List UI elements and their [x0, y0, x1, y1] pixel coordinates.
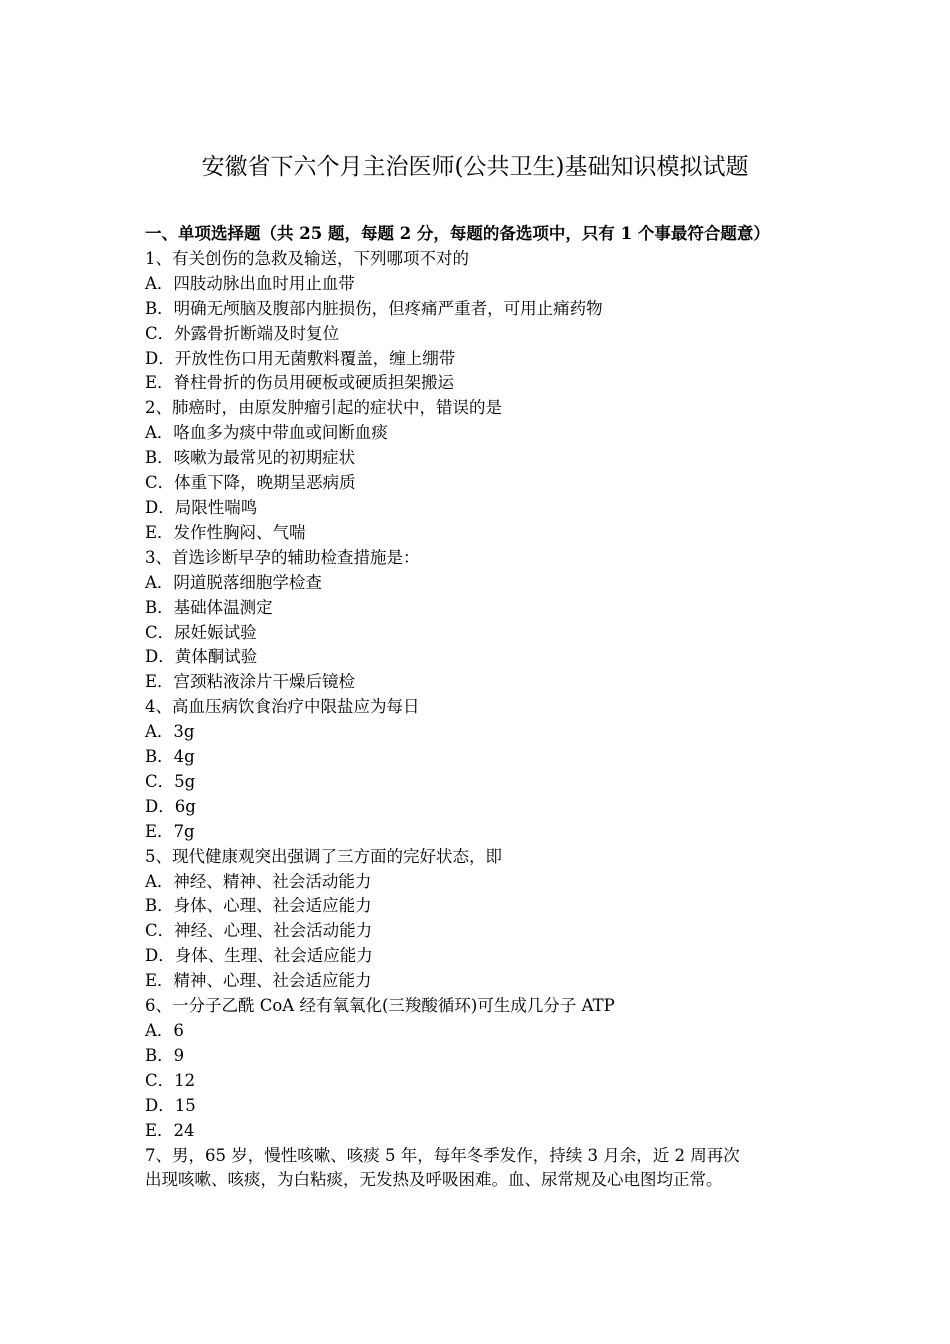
question-2: [145, 396, 820, 545]
option-c: C．尿妊娠试验: [145, 622, 257, 642]
option-d: D．局限性喘鸣: [145, 497, 258, 517]
option-e: E．脊柱骨折的伤员用硬板或硬质担架搬运: [145, 373, 455, 393]
option-a: A．阴道脱落细胞学检查: [145, 572, 322, 592]
option-a: A．神经、精神、社会活动能力: [145, 871, 372, 891]
question-7: [145, 1144, 820, 1194]
question-text-line-2: 出现咳嗽、咳痰，为白粘痰，无发热及呼吸困难。血、尿常规及心电图均正常。: [145, 1170, 723, 1190]
option-d: D．开放性伤口用无菌敷料覆盖，缠上绷带: [145, 348, 456, 368]
question-text-line-1: 7、男，65 岁，慢性咳嗽、咳痰 5 年，每年冬季发作，持续 3 月余，近 2 周再次: [145, 1145, 740, 1165]
question-3: [145, 546, 820, 695]
option-e: E．7g: [145, 821, 195, 841]
option-a: A．6: [145, 1021, 184, 1040]
option-d: D．15: [145, 1095, 196, 1115]
option-d: D．6g: [145, 796, 196, 816]
option-e: E．精神、心理、社会适应能力: [145, 971, 372, 991]
option-d: D．黄体酮试验: [145, 647, 258, 667]
question-text: 4、高血压病饮食治疗中限盐应为每日: [145, 697, 420, 717]
question-text: 2、肺癌时，由原发肿瘤引起的症状中，错误的是: [145, 398, 502, 418]
question-6: [145, 994, 820, 1143]
question-4: [145, 695, 820, 844]
question-text: 5、现代健康观突出强调了三方面的完好状态，即: [145, 846, 502, 866]
option-c: C．神经、心理、社会活动能力: [145, 921, 373, 941]
option-e: E．发作性胸闷、气喘: [145, 522, 306, 542]
document-body: [145, 222, 820, 1193]
option-b: B．基础体温测定: [145, 597, 273, 617]
option-b: B．身体、心理、社会适应能力: [145, 896, 372, 916]
option-b: B．4g: [145, 747, 195, 767]
question-text: 6、一分子乙酰 CoA 经有氧氧化(三羧酸循环)可生成几分子 ATP: [145, 996, 615, 1016]
option-b: B．明确无颅脑及腹部内脏损伤，但疼痛严重者，可用止痛药物: [145, 298, 603, 318]
option-c: C．体重下降，晚期呈恶病质: [145, 473, 356, 493]
option-c: C．5g: [145, 771, 196, 791]
section-heading: 一、单项选择题（共 25 题，每题 2 分，每题的备选项中，只有 1 个事最符合题意）: [145, 224, 770, 243]
option-e: E．宫颈粘液涂片干燥后镜检: [145, 672, 356, 692]
option-b: B．9: [145, 1045, 185, 1065]
question-5: [145, 845, 820, 994]
option-a: A．咯血多为痰中带血或间断血痰: [145, 423, 388, 443]
question-text: 1、有关创伤的急救及输送，下列哪项不对的: [145, 248, 469, 268]
question-1: [145, 247, 820, 396]
option-c: C．12: [145, 1070, 196, 1090]
page-title: 安徽省下六个月主治医师(公共卫生)基础知识模拟试题: [201, 154, 749, 180]
option-d: D．身体、生理、社会适应能力: [145, 946, 373, 966]
question-text: 3、首选诊断早孕的辅助检查措施是：: [145, 547, 420, 567]
option-b: B．咳嗽为最常见的初期症状: [145, 448, 356, 468]
option-e: E．24: [145, 1120, 195, 1140]
option-c: C．外露骨折断端及时复位: [145, 323, 340, 343]
option-a: A．四肢动脉出血时用止血带: [145, 273, 355, 293]
option-a: A．3g: [145, 722, 195, 742]
